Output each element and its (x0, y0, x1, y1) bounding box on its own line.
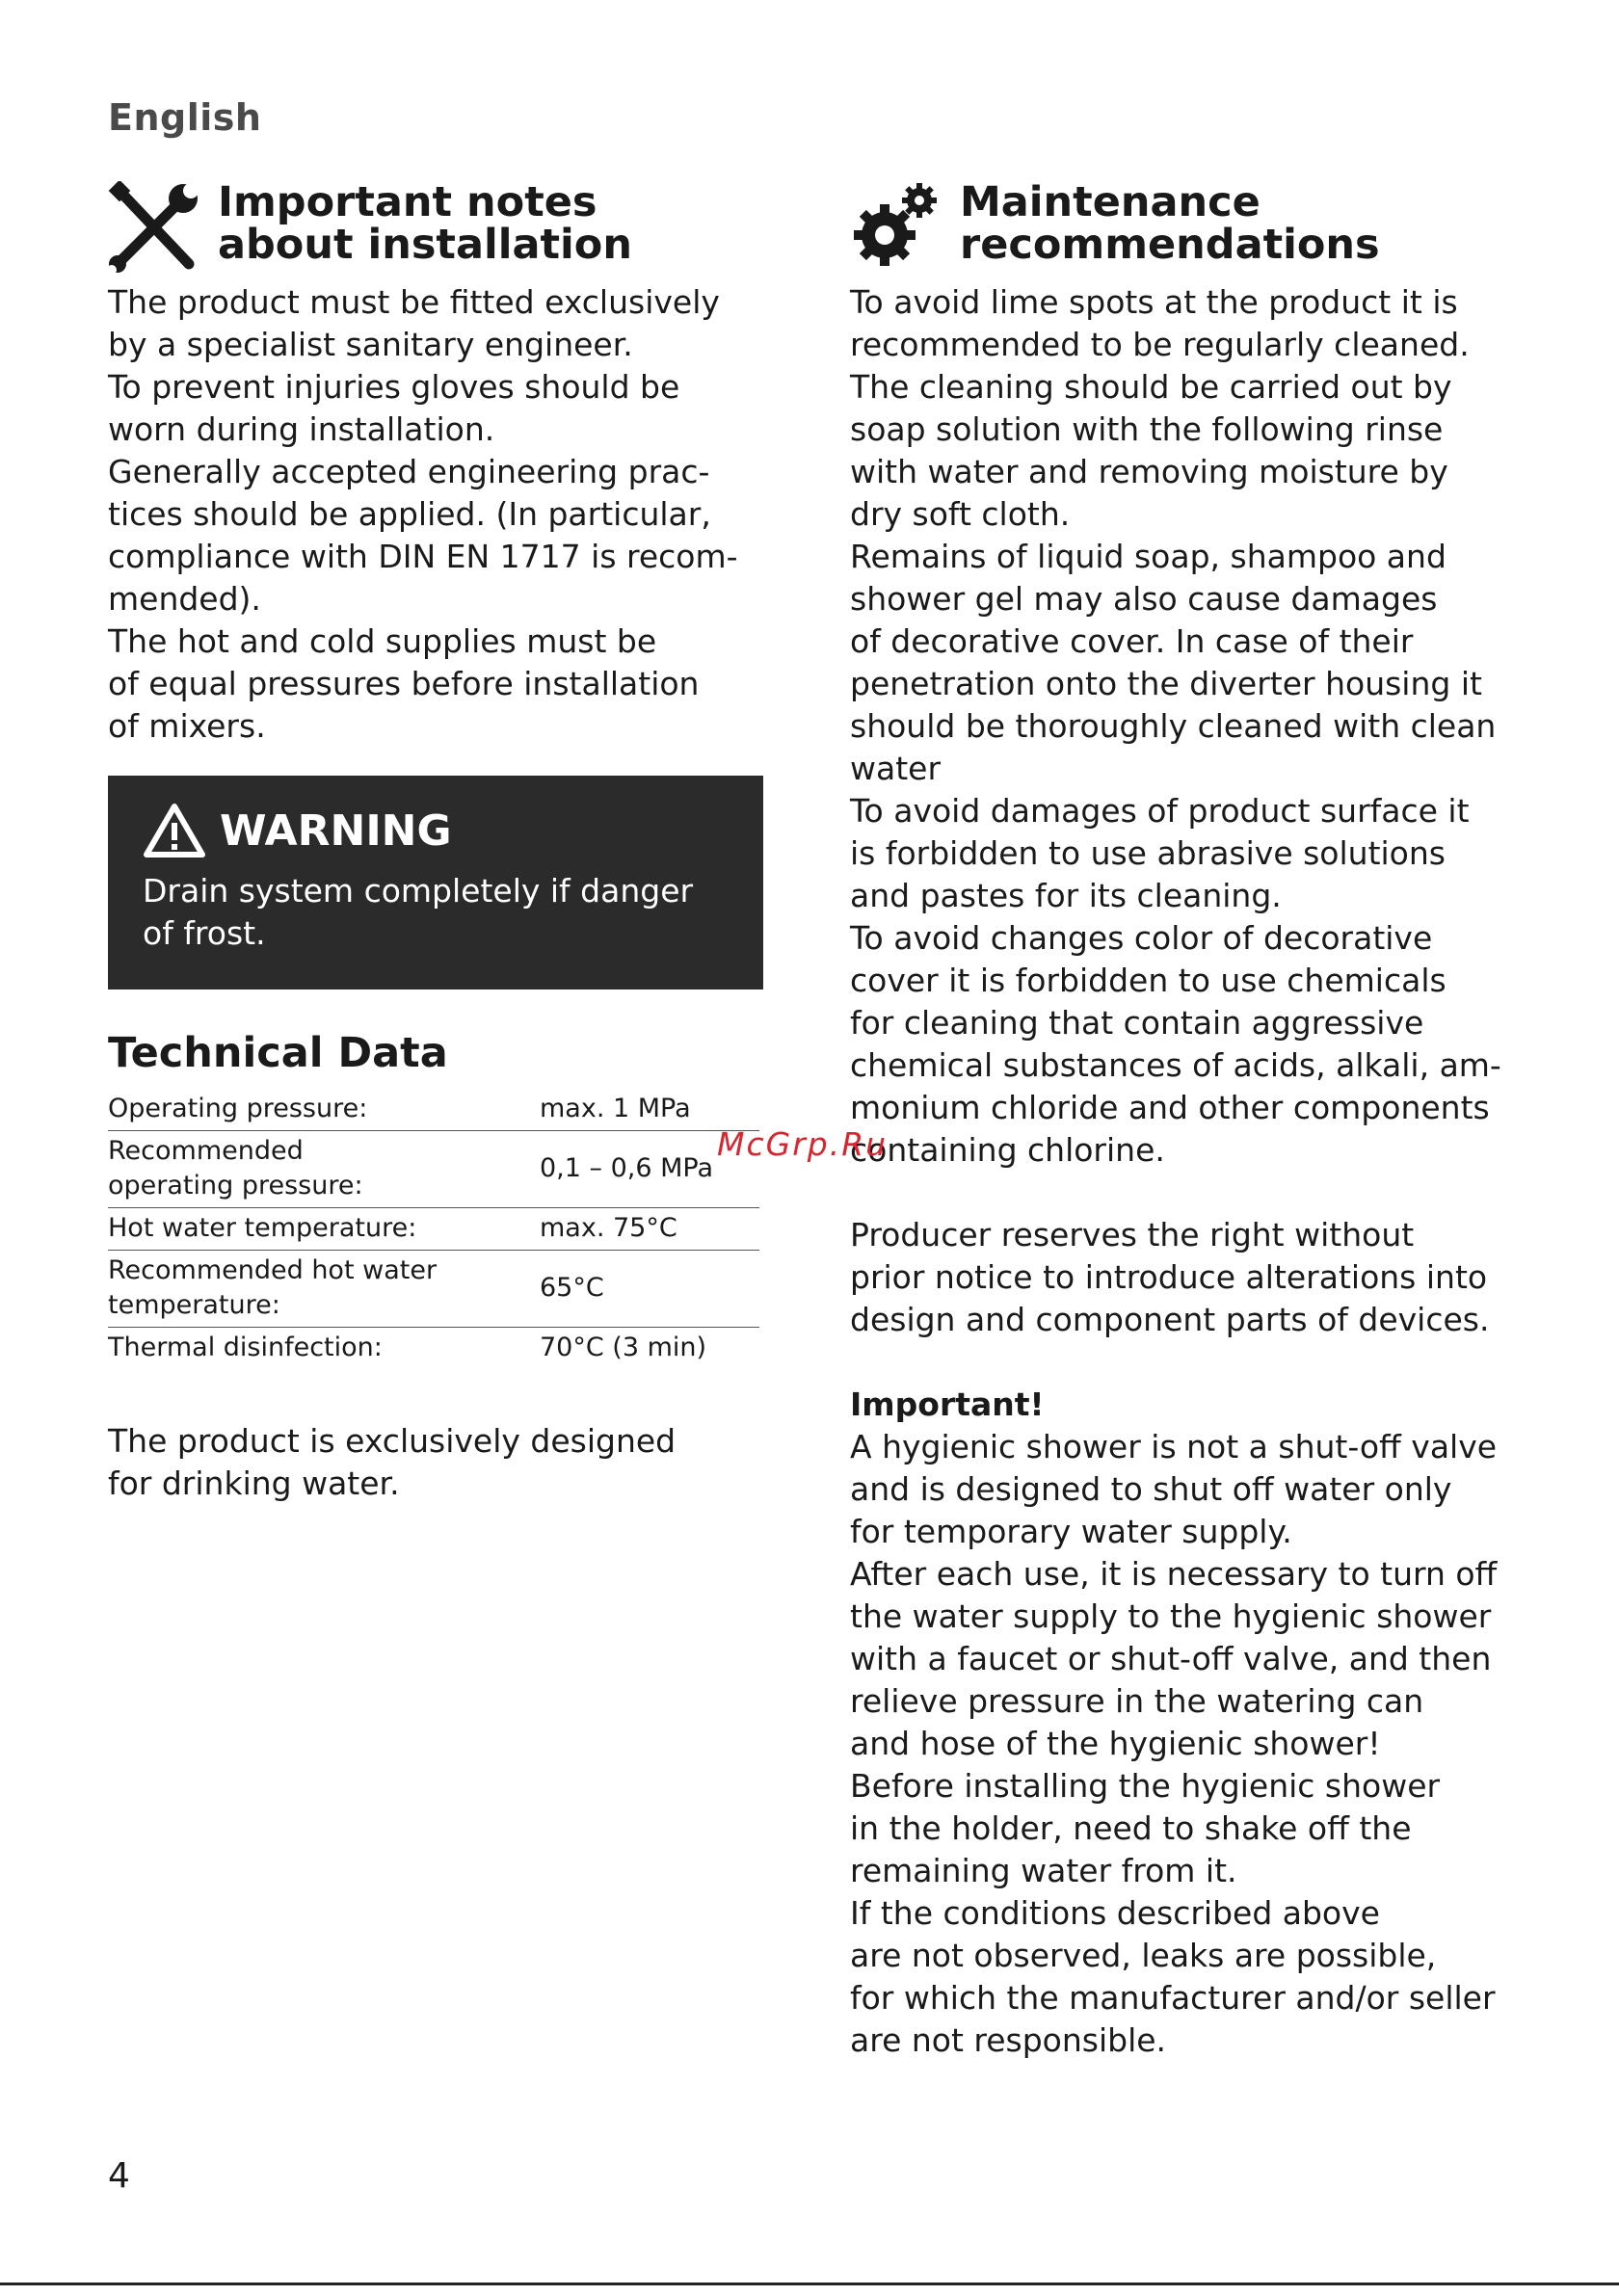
text-line: the water supply to the hygienic shower (850, 1597, 1492, 1635)
row-label (108, 1089, 540, 1131)
text-line: with water and removing moisture by (850, 453, 1448, 490)
tools-icon (108, 181, 200, 274)
bottom-rule (0, 2283, 1619, 2285)
text-line: and is designed to shut off water only (850, 1470, 1452, 1508)
technical-data-table (108, 1089, 759, 1369)
installation-text (108, 281, 763, 748)
important-block (850, 1384, 1525, 2062)
text-line: and pastes for its cleaning. (850, 877, 1282, 914)
installation-title-line2: about installation (218, 221, 632, 269)
text-line: design and component parts of devices. (850, 1301, 1490, 1338)
row-value: max. 1 MPa (540, 1094, 691, 1123)
text-line: soap solution with the following rinse (850, 410, 1444, 448)
text-line: by a specialist sanitary engineer. (108, 326, 633, 363)
text-line: of mixers. (108, 707, 266, 745)
text-line: for which the manufacturer and/or seller (850, 1979, 1496, 2017)
text-line: for cleaning that contain aggressive (850, 1004, 1424, 1042)
text-line: worn during installation. (108, 410, 495, 448)
watermark: McGrp.Ru (717, 1125, 889, 1163)
row-label (108, 1251, 540, 1328)
maintenance-title-line1: Maintenance (960, 178, 1261, 226)
text-line: A hygienic shower is not a shut-off valve (850, 1428, 1498, 1465)
text-line: is forbidden to use abrasive solutions (850, 834, 1446, 872)
maintenance-heading (850, 178, 1525, 281)
warning-title: WARNING (220, 805, 452, 856)
warning-line: Drain system completely if danger (143, 872, 694, 910)
gears-icon (850, 181, 942, 274)
warning-line: of frost. (143, 914, 266, 952)
text-line: To avoid changes color of decorative (850, 919, 1433, 957)
text-line: To prevent injuries gloves should be (108, 368, 680, 406)
maintenance-title (960, 178, 1380, 269)
text-line: Remains of liquid soap, shampoo and (850, 538, 1446, 575)
label-line: Thermal disinfection: (108, 1333, 383, 1362)
label-line: Recommended (108, 1136, 304, 1166)
text-line: are not responsible. (850, 2021, 1167, 2059)
table-row (108, 1208, 759, 1251)
text-line: tices should be applied. (In particular, (108, 495, 711, 533)
label-line: Hot water temperature: (108, 1213, 417, 1243)
text-line: should be thoroughly cleaned with clean (850, 707, 1497, 745)
row-value: max. 75°C (540, 1208, 759, 1251)
table-row (108, 1328, 759, 1370)
text-line: To avoid lime spots at the product it is (850, 283, 1458, 321)
text-line: monium chloride and other components (850, 1089, 1490, 1126)
text-line: water (850, 750, 942, 787)
installation-heading (108, 178, 763, 281)
maintenance-section (850, 178, 1525, 2062)
table-row (108, 1131, 759, 1208)
text-line: and hose of the hygienic shower! (850, 1725, 1381, 1762)
text-line: with a faucet or shut-off valve, and then (850, 1640, 1492, 1677)
table-row (108, 1251, 759, 1328)
text-line: After each use, it is necessary to turn off (850, 1555, 1498, 1593)
text-line: penetration onto the diverter housing it (850, 665, 1482, 702)
text-line: in the holder, need to shake off the (850, 1809, 1412, 1847)
text-line: prior notice to introduce alterations into (850, 1258, 1488, 1296)
text-line: recommended to be regularly cleaned. (850, 326, 1470, 363)
warning-text (143, 870, 729, 955)
row-label (108, 1131, 540, 1208)
text-line: To avoid damages of product surface it (850, 792, 1470, 830)
text-line: for temporary water supply. (850, 1513, 1292, 1550)
text-line: remaining water from it. (850, 1852, 1237, 1889)
text-line: dry soft cloth. (850, 495, 1071, 533)
text-line: shower gel may also cause damages (850, 580, 1438, 618)
label-line: Recommended hot water (108, 1255, 438, 1285)
page-number: 4 (108, 2156, 130, 2196)
text-line: cover it is forbidden to use chemicals (850, 962, 1446, 999)
text-line: The product is exclusively designed (108, 1422, 677, 1460)
drinking-water-note (108, 1420, 763, 1505)
maintenance-title-line2: recommendations (960, 221, 1380, 269)
warning-box (108, 776, 763, 990)
text-line: Producer reserves the right without (850, 1216, 1415, 1254)
text-line: are not observed, leaks are possible, (850, 1937, 1437, 1974)
row-label (108, 1208, 540, 1251)
text-line: relieve pressure in the watering can (850, 1682, 1424, 1720)
text-line: The product must be fitted exclusively (108, 283, 720, 321)
installation-title (218, 178, 632, 269)
table-row (108, 1089, 759, 1131)
technical-data-title: Technical Data (108, 1029, 448, 1077)
installation-section (108, 178, 763, 748)
row-value: 0,1 – 0,6 MPa (540, 1131, 759, 1208)
label-line: Operating pressure: (108, 1094, 368, 1123)
label-line: operating pressure: (108, 1171, 363, 1201)
warning-triangle-icon (143, 802, 206, 859)
text-line: chemical substances of acids, alkali, am- (850, 1046, 1501, 1084)
text-line: of equal pressures before installation (108, 665, 700, 702)
text-line: Before installing the hygienic shower (850, 1767, 1441, 1805)
row-label (108, 1328, 540, 1370)
text-line: The cleaning should be carried out by (850, 368, 1452, 406)
text-line: compliance with DIN EN 1717 is recom- (108, 538, 738, 575)
row-value: 70°C (3 min) (540, 1328, 759, 1370)
text-line: The hot and cold supplies must be (108, 622, 657, 660)
text-line: containing chlorine. (850, 1131, 1165, 1169)
text-line: of decorative cover. In case of their (850, 622, 1414, 660)
text-line: for drinking water. (108, 1465, 400, 1502)
maintenance-text (850, 281, 1525, 2062)
warning-header (143, 795, 729, 866)
text-line: mended). (108, 580, 261, 618)
language-label: English (108, 96, 262, 139)
installation-title-line1: Important notes (218, 178, 597, 226)
text-line: If the conditions described above (850, 1894, 1380, 1932)
text-line: Generally accepted engineering prac- (108, 453, 710, 490)
label-line: temperature: (108, 1290, 280, 1320)
important-title: Important! (850, 1386, 1045, 1423)
row-value: 65°C (540, 1251, 759, 1328)
